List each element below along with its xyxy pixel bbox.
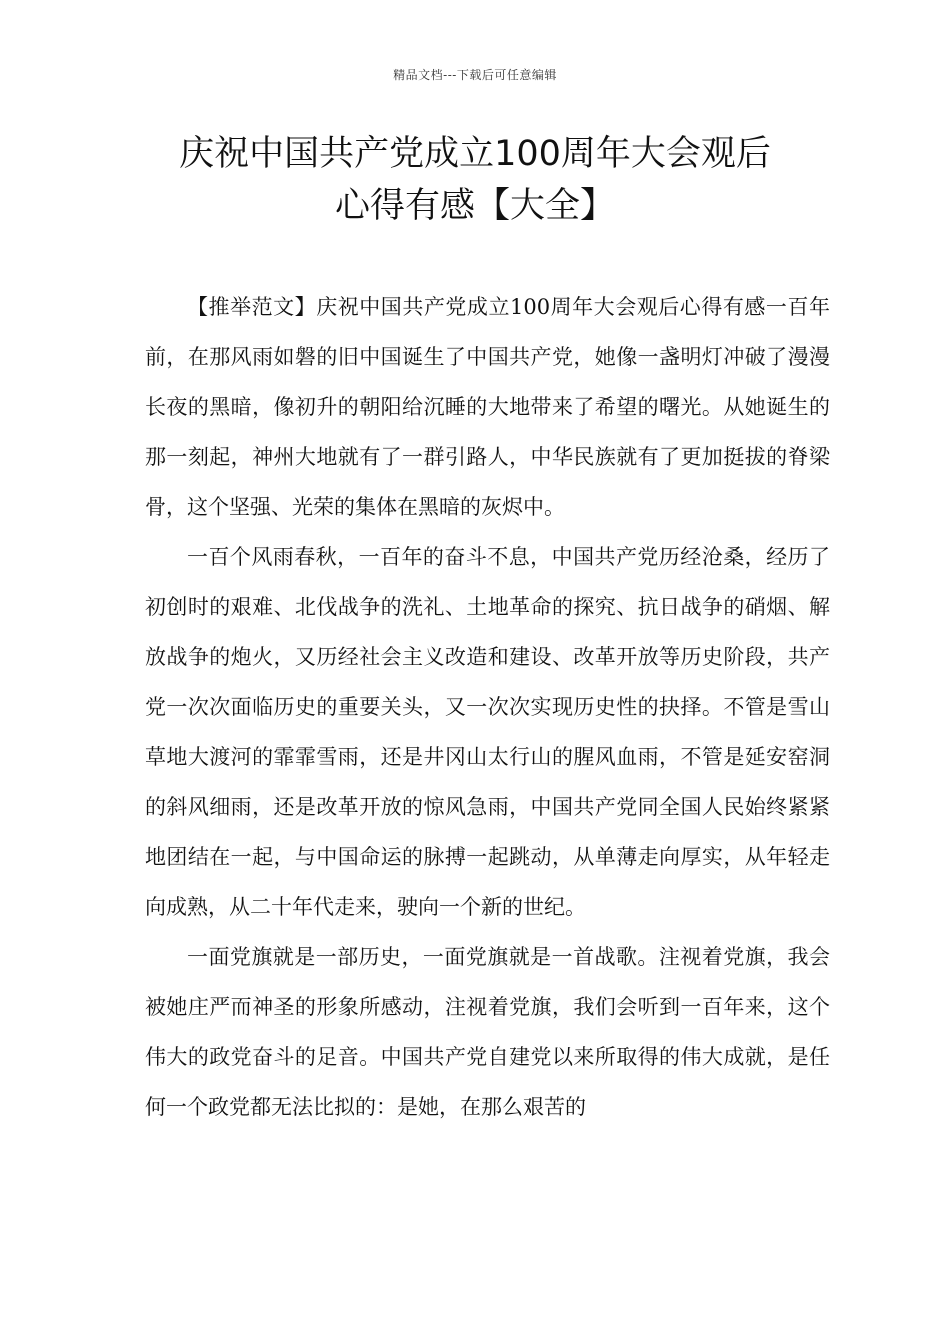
paragraph-1: 【推举范文】庆祝中国共产党成立100周年大会观后心得有感一百年前，在那风雨如磐的旧中国诞生了中国共产党，她像一盏明灯冲破了漫漫长夜的黑暗，像初升的朝阳给沉睡的大地带来了希望的曙光。从她诞生的那一刻起，神州大地就有了一群引路人，中华民族就有了更加挺拔的脊梁骨，这个坚强、光荣的集体在黑暗的灰烬中。 bbox=[145, 295, 830, 519]
title-line-1: 庆祝中国共产党成立100周年大会观后 bbox=[179, 134, 771, 174]
document-body bbox=[145, 282, 830, 1132]
document-title bbox=[120, 128, 830, 232]
header-note: 精品文档---下载后可任意编辑 bbox=[393, 68, 557, 82]
title-line-2: 心得有感【大全】 bbox=[334, 186, 615, 226]
paragraph-3: 一面党旗就是一部历史，一面党旗就是一首战歌。注视着党旗，我会被她庄严而神圣的形象所感动，注视着党旗，我们会听到一百年来，这个伟大的政党奋斗的足音。中国共产党自建党以来所取得的伟大成就，是任何一个政党都无法比拟的：是她，在那么艰苦的 bbox=[145, 945, 830, 1119]
paragraph-2: 一百个风雨春秋，一百年的奋斗不息，中国共产党历经沧桑，经历了初创时的艰难、北伐战争的洗礼、土地革命的探究、抗日战争的硝烟、解放战争的炮火，又历经社会主义改造和建设、改革开放等历史阶段，共产党一次次面临历史的重要关头，又一次次实现历史性的抉择。不管是雪山草地大渡河的霏霏雪雨，还是井冈山太行山的腥风血雨，不管是延安窑洞的斜风细雨，还是改革开放的惊风急雨，中国共产党同全国人民始终紧紧地团结在一起，与中国命运的脉搏一起跳动，从单薄走向厚实，从年轻走向成熟，从二十年代走来，驶向一个新的世纪。 bbox=[145, 545, 830, 919]
